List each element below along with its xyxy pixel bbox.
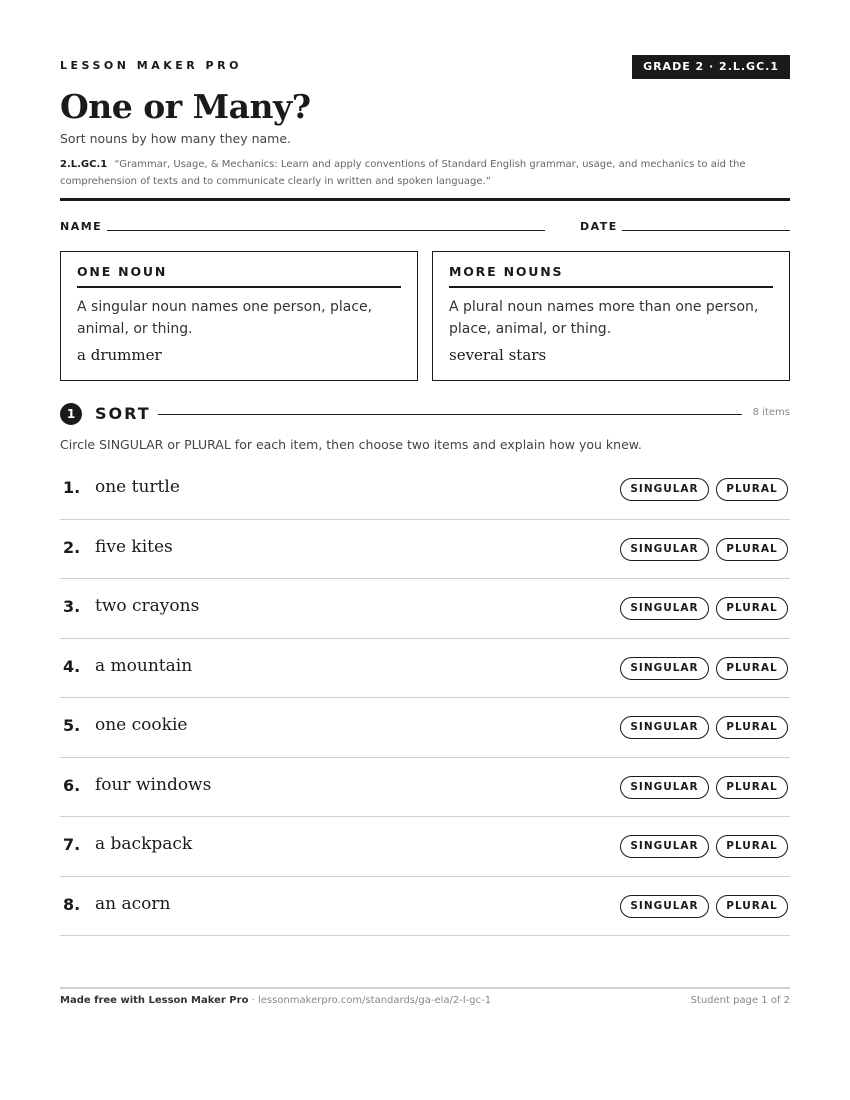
list-item <box>60 639 790 699</box>
list-item <box>60 460 790 520</box>
footer-url[interactable]: lessonmakerpro.com/standards/ga-ela/2-l-gc-1 <box>257 995 492 1006</box>
plural-choice[interactable]: PLURAL <box>716 716 788 739</box>
plural-choice[interactable]: PLURAL <box>716 835 788 858</box>
footer-credit <box>60 995 491 1006</box>
footer-page-number: Student page 1 of 2 <box>690 995 790 1006</box>
item-text: one cookie <box>95 715 188 735</box>
header-divider <box>60 198 790 201</box>
standard-description <box>60 156 790 190</box>
item-number: 1. <box>63 478 81 497</box>
date-field[interactable] <box>622 230 790 231</box>
singular-choice[interactable]: SINGULAR <box>620 716 709 739</box>
footer-separator: · <box>248 995 258 1006</box>
footer-made-with: Made free with Lesson Maker Pro <box>60 995 249 1006</box>
singular-choice[interactable]: SINGULAR <box>620 895 709 918</box>
item-count: 8 items <box>752 407 790 418</box>
list-item <box>60 520 790 580</box>
singular-choice[interactable]: SINGULAR <box>620 776 709 799</box>
plural-choice[interactable]: PLURAL <box>716 776 788 799</box>
plural-choice[interactable]: PLURAL <box>716 597 788 620</box>
item-text: a backpack <box>95 834 193 854</box>
singular-choice[interactable]: SINGULAR <box>620 538 709 561</box>
singular-choice[interactable]: SINGULAR <box>620 657 709 680</box>
section-number-badge: 1 <box>60 403 82 425</box>
item-number: 7. <box>63 835 81 854</box>
item-number: 8. <box>63 894 81 914</box>
item-number: 2. <box>63 537 81 557</box>
section-rule <box>158 414 742 415</box>
item-text: five kites <box>95 536 173 557</box>
card-heading: ONE NOUN <box>77 264 401 288</box>
brand-name: LESSON MAKER PRO <box>60 59 242 72</box>
item-text: two crayons <box>95 596 200 616</box>
plural-definition-card <box>432 251 790 381</box>
card-definition: A singular noun names one person, place, animal, or thing. <box>77 299 373 337</box>
card-definition: A plural noun names more than one person, place, animal, or thing. <box>449 299 759 337</box>
name-label: NAME <box>60 220 103 233</box>
name-field[interactable] <box>107 230 545 231</box>
list-item <box>60 817 790 877</box>
item-text: one turtle <box>95 477 180 497</box>
page-title: One or Many? <box>60 87 311 126</box>
item-number: 3. <box>63 597 81 616</box>
singular-definition-card <box>60 251 418 381</box>
card-heading: MORE NOUNS <box>449 264 773 288</box>
item-text: a mountain <box>95 655 193 676</box>
item-text: four windows <box>95 774 212 795</box>
plural-choice[interactable]: PLURAL <box>716 538 788 561</box>
footer-divider <box>60 987 790 989</box>
standard-text: “Grammar, Usage, & Mechanics: Learn and apply conventions of Standard English grammar, usage, and mechanics to aid the comprehension of texts and to communicate clearly in written and spoken language.” <box>60 159 746 187</box>
grade-badge: GRADE 2 · 2.L.GC.1 <box>632 55 790 79</box>
singular-choice[interactable]: SINGULAR <box>620 597 709 620</box>
item-text: an acorn <box>95 893 171 914</box>
section-title: SORT <box>95 404 151 423</box>
singular-choice[interactable]: SINGULAR <box>620 835 709 858</box>
standard-code: 2.L.GC.1 <box>60 159 108 170</box>
worksheet-page <box>60 0 790 1100</box>
plural-choice[interactable]: PLURAL <box>716 657 788 680</box>
list-item <box>60 877 790 937</box>
singular-choice[interactable]: SINGULAR <box>620 478 709 501</box>
item-number: 6. <box>63 775 81 795</box>
section-instructions: Circle SINGULAR or PLURAL for each item, then choose two items and explain how you knew. <box>60 437 642 452</box>
plural-choice[interactable]: PLURAL <box>716 895 788 918</box>
list-item <box>60 698 790 758</box>
item-list <box>60 460 790 936</box>
card-example: several stars <box>449 346 547 364</box>
plural-choice[interactable]: PLURAL <box>716 478 788 501</box>
page-subtitle: Sort nouns by how many they name. <box>60 131 292 146</box>
item-number: 5. <box>63 716 81 735</box>
card-example: a drummer <box>77 346 162 364</box>
date-label: DATE <box>580 220 618 233</box>
item-number: 4. <box>63 656 81 676</box>
list-item <box>60 758 790 818</box>
list-item <box>60 579 790 639</box>
